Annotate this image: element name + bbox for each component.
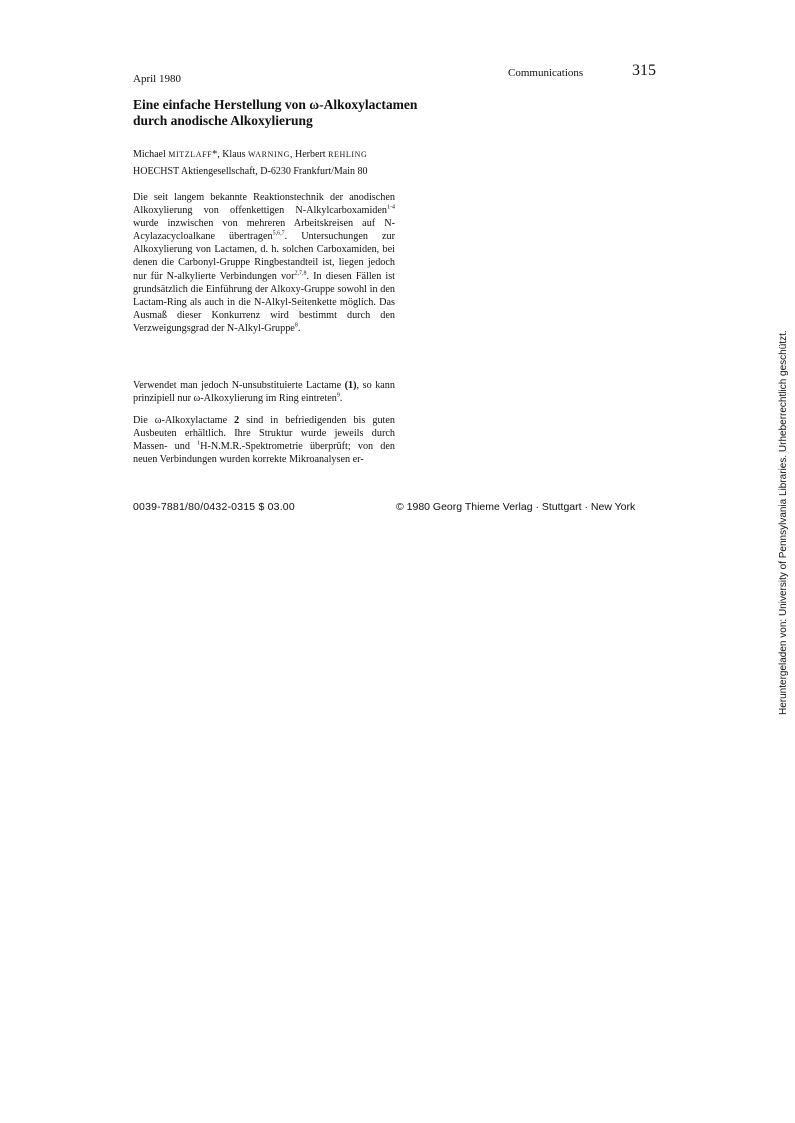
article-title <box>133 97 453 129</box>
isotope-superscript: 1 <box>197 440 201 447</box>
affiliation: HOECHST Aktiengesellschaft, D-6230 Frankfurt/Main 80 <box>133 166 368 177</box>
p1-ref-3: 2,7,8 <box>294 270 307 277</box>
p1-text-4: . In diesen Fällen ist grundsätzlich die Einführung der Alkoxy-Gruppe sowohl in den Lactam-Ring als auch in die N-Alkyl-Seitenkette möglich. Das Ausmaß dieser Konkurrenz wird bestimmt durch den Verzweigungsgrad der N-Alkyl-Gruppe <box>133 270 395 334</box>
p1-text-1: Die seit langem bekannte Reaktionstechnik der anodischen Alkoxylierung von offenkettigen N-Alkylcarboxamiden <box>133 192 395 217</box>
compound-label-1: (1) <box>344 380 357 391</box>
corresponding-mark: * <box>212 149 218 160</box>
p1-ref-2: 5,6,7 <box>272 230 285 237</box>
paragraph-1 <box>133 191 395 335</box>
header-date: April 1980 <box>133 73 181 85</box>
header-section: Communications <box>508 67 584 79</box>
title-line-2: durch anodische Alkoxylierung <box>133 113 313 128</box>
author-1-last: MITZLAFF <box>168 150 213 159</box>
p3-text-3: H-N.M.R.-Spektrometrie überprüft; von den neuen Verbindungen wurden korrekte Mikroanalysen er- <box>133 441 395 466</box>
title-line-1: Eine einfache Herstellung von ω-Alkoxylactamen <box>133 97 418 112</box>
issn-price: 0039-7881/80/0432-0315 $ 03.00 <box>133 501 295 513</box>
p3-text-2: sind in befriedigenden bis guten Ausbeuten erhältlich. Ihre Struktur wurde jeweils durch Massen- und <box>133 415 395 453</box>
paragraph-2 <box>133 379 395 405</box>
author-list: Michael MITZLAFF*, Klaus WARNING, Herbert REHLING <box>133 149 368 160</box>
download-watermark: Heruntergeladen von: University of Pennsylvania Libraries. Urheberrechtlich geschützt. <box>778 330 789 715</box>
p1-text-2: wurde inzwischen von mehreren Arbeitskreisen auf N-Acylazacycloalkane übertragen <box>133 218 395 243</box>
p1-text-3: . Untersuchungen zur Alkoxylierung von Lactamen, d. h. solchen Carboxamiden, bei denen die Carbonyl-Gruppe Ringbestandteil ist, liegen jedoch nur für N-alkylierte Verbindungen vor <box>133 231 395 282</box>
p3-text-1: Die ω-Alkoxylactame <box>133 415 235 426</box>
p1-ref-1: 1-4 <box>387 204 395 211</box>
author-1-first: Michael <box>133 149 166 160</box>
p2-text-2: , so kann prinzipiell nur ω-Alkoxylierung im Ring eintreten <box>133 380 395 405</box>
p2-text-1: Verwendet man jedoch N-unsubstituierte Lactame <box>133 380 345 391</box>
author-3-first: Herbert <box>295 149 326 160</box>
p2-ref-1: 9 <box>336 392 340 399</box>
p2-text-3: . <box>339 393 343 405</box>
paragraph-3 <box>133 414 395 466</box>
page-number: 315 <box>632 62 656 79</box>
author-3-last: REHLING <box>328 150 368 159</box>
p1-text-5: . <box>297 322 301 334</box>
compound-label-2: 2 <box>234 415 240 426</box>
copyright-notice: © 1980 Georg Thieme Verlag · Stuttgart · New York <box>396 501 636 513</box>
p1-ref-4: 8 <box>294 322 298 329</box>
author-2-last: WARNING <box>248 150 291 159</box>
author-2-first: Klaus <box>222 149 246 160</box>
